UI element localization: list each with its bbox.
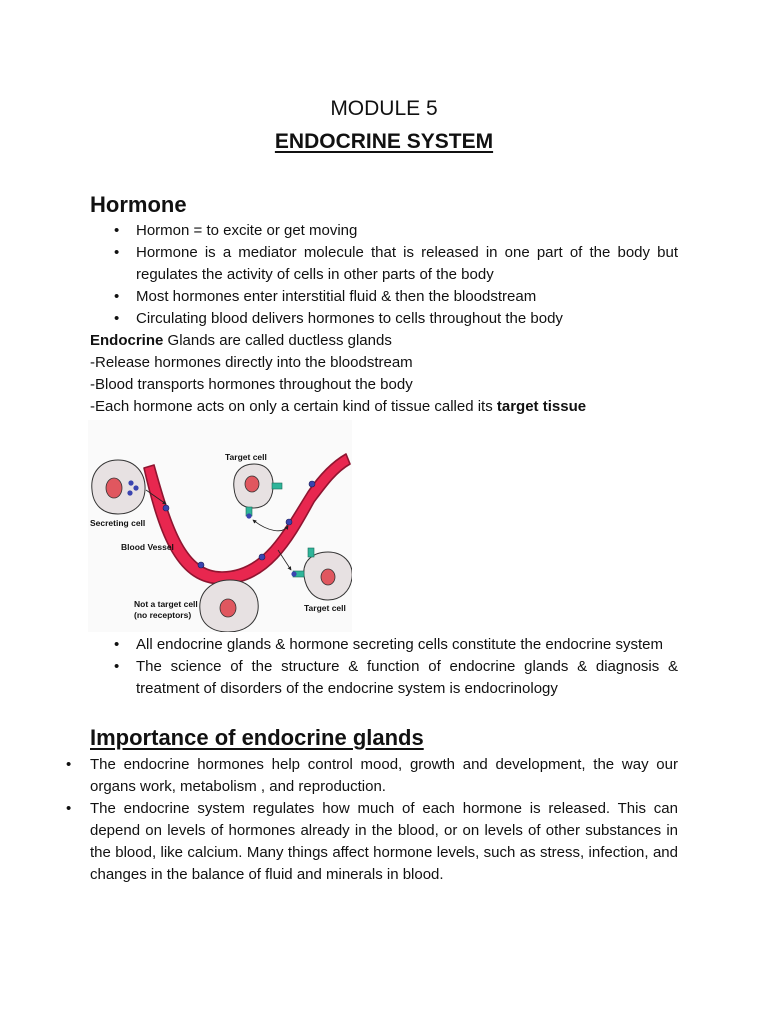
list-item: • The endocrine hormones help control mood, growth and development, the way our organs work, metabolism , and reproduction. [66, 754, 678, 798]
list-item: • The science of the structure & function of endocrine glands & diagnosis & treatment of disorders of the endocrine system is endocrinology [112, 656, 678, 700]
hormone-molecule [259, 554, 265, 560]
diagram-bullet-list [112, 634, 678, 700]
hormone-molecule [163, 505, 169, 511]
endocrine-paragraph [90, 330, 690, 418]
page-title-text: ENDOCRINE SYSTEM [274, 130, 494, 153]
label-target-cell-bottom: Target cell [304, 603, 346, 613]
list-item: • Circulating blood delivers hormones to cells throughout the body [112, 308, 678, 330]
endocrine-bold-word: Endocrine [90, 332, 164, 349]
label-no-receptors: (no receptors) [134, 610, 192, 620]
label-secreting-cell: Secreting cell [90, 518, 146, 528]
list-item: • The endocrine system regulates how much of each hormone is released. This can depend on levels of hormones already in the blood, or on levels of other substances in the blood, like calcium. Many things affect hormone levels, such as stress, infection, and changes in the balance of fluid and minerals in blood. [66, 798, 678, 886]
target-tissue-line [90, 396, 690, 418]
delivery-arrow [278, 550, 291, 570]
hormone-bullet-list [112, 220, 678, 330]
list-item: • Most hormones enter interstitial fluid & then the bloodstream [112, 286, 678, 308]
text-line: -Release hormones directly into the bloodstream [90, 354, 413, 371]
label-not-target-cell: Not a target cell [134, 599, 198, 609]
target-cell-bottom [291, 548, 352, 600]
secreting-cell [92, 460, 145, 514]
diagram-svg [88, 420, 352, 632]
importance-heading: Importance of endocrine glands [90, 725, 424, 750]
hormone-molecule [198, 562, 204, 568]
hormone-molecule [286, 519, 292, 525]
text-line: -Blood transports hormones throughout the body [90, 376, 413, 393]
endocrine-line [90, 330, 690, 352]
importance-bullet-list [66, 754, 678, 886]
page-title [0, 128, 768, 156]
hormone-molecule [309, 481, 315, 487]
target-tissue-bold: target tissue [496, 398, 587, 415]
binding-arrow [253, 520, 288, 531]
list-item: • Hormon = to excite or get moving [112, 220, 678, 242]
list-item: • Hormone is a mediator molecule that is released in one part of the body but regulates the activity of cells in other parts of the body [112, 242, 678, 286]
non-target-cell [200, 580, 258, 632]
endocrine-line-text: Glands are called ductless glands [163, 332, 392, 349]
target-cell-top [234, 464, 282, 519]
module-number: MODULE 5 [330, 97, 438, 120]
target-line-text: -Each hormone acts on only a certain kind of tissue called its [90, 398, 497, 415]
list-item: • All endocrine glands & hormone secreting cells constitute the endocrine system [112, 634, 678, 656]
endocrine-diagram [88, 420, 352, 632]
label-target-cell-top: Target cell [225, 452, 267, 462]
label-blood-vessel: Blood Vessel [121, 542, 174, 552]
hormone-heading: Hormone [90, 192, 187, 217]
